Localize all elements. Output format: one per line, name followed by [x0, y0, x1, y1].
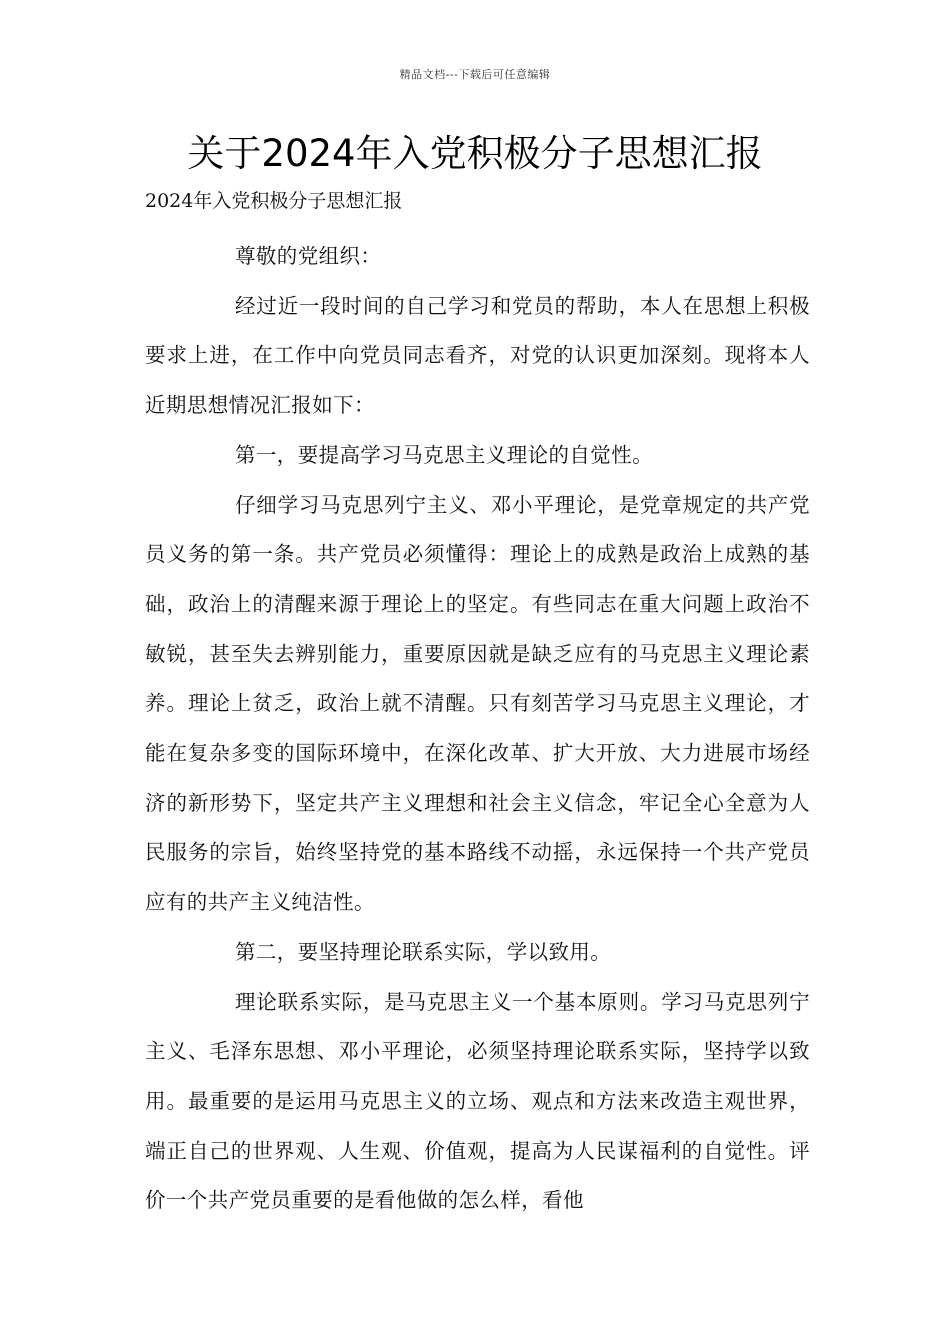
document-title: 关于2024年入党积极分子思想汇报	[187, 132, 763, 175]
document-subtitle: 2024年入党积极分子思想汇报	[145, 190, 403, 212]
header-note: 精品文档---下载后可任意编辑	[399, 68, 551, 81]
body-paragraph: 理论联系实际，是马克思主义一个基本原则。学习马克思列宁主义、毛泽东思想、邓小平理论，必须坚持理论联系实际，坚持学以致用。最重要的是运用马克思主义的立场、观点和方法来改造主观世界，端正自己的世界观、人生观、价值观，提高为人民谋福利的自觉性。评价一个共产党员重要的是看他做的怎么样，看他	[145, 989, 810, 1213]
document-body	[145, 232, 810, 1226]
salutation: 尊敬的党组织：	[235, 244, 382, 268]
section-heading: 第二，要坚持理论联系实际，学以致用。	[235, 939, 612, 964]
body-paragraph: 经过近一段时间的自己学习和党员的帮助，本人在思想上积极要求上进，在工作中向党员同志看齐，对党的认识更加深刻。现将本人近期思想情况汇报如下：	[145, 293, 810, 418]
section-heading: 第一，要提高学习马克思主义理论的自觉性。	[235, 442, 653, 467]
body-paragraph: 仔细学习马克思列宁主义、邓小平理论，是党章规定的共产党员义务的第一条。共产党员必须懂得：理论上的成熟是政治上成熟的基础，政治上的清醒来源于理论上的坚定。有些同志在重大问题上政治不敏锐，甚至失去辨别能力，重要原因就是缺乏应有的马克思主义理论素养。理论上贫乏，政治上就不清醒。只有刻苦学习马克思主义理论，才能在复杂多变的国际环境中，在深化改革、扩大开放、大力进展市场经济的新形势下，坚定共产主义理想和社会主义信念，牢记全心全意为人民服务的宗旨，始终坚持党的基本路线不动摇，永远保持一个共产党员应有的共产主义纯洁性。	[145, 492, 810, 915]
